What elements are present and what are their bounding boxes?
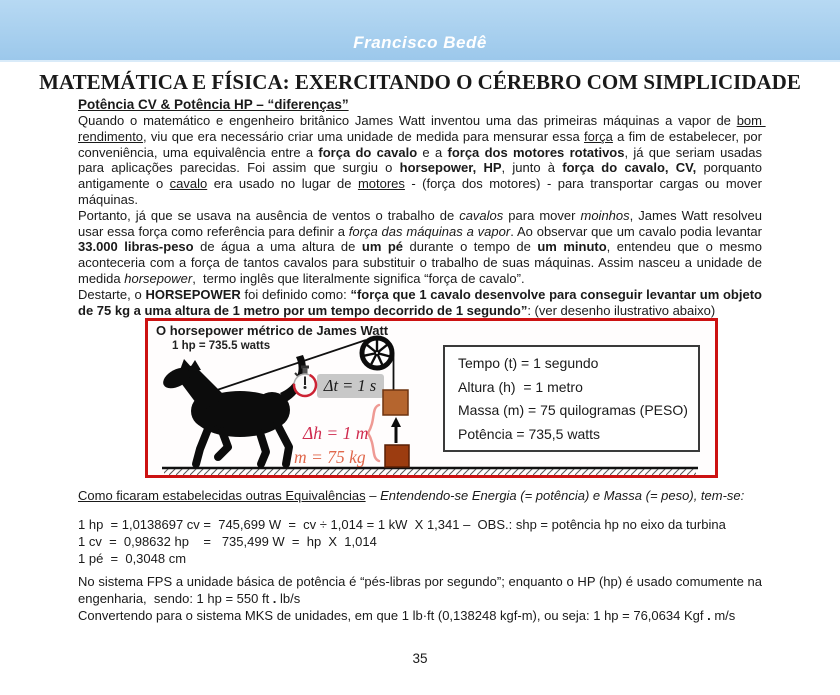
author-name: Francisco Bedê [353, 33, 487, 52]
figure-subtitle: 1 hp = 735.5 watts [172, 340, 271, 353]
header-bar [0, 0, 840, 62]
equivalence-line-pe: 1 pé = 0,3048 cm [78, 551, 187, 567]
delta-t-label: Δt = 1 s [323, 376, 377, 396]
paragraph: Portanto, já que se usava na ausência de ventos o trabalho de cavalos para mover moinhos, James Watt resolveu usar essa força como referência para definir a força das máquinas a vapor. Ao observar que um cavalo podia levantar 33.000 libras-peso de água a uma altura de um pé durante o tempo de um minuto, entendeu que o mesmo aconteceria com a força de tantos cavalos para substituir o trabalho de suas máquinas. Assim nasceu a unidade de medida horsepower, termo inglês que literalmente significa “força de cavalo”. [78, 207, 766, 286]
page-number: 35 [412, 651, 428, 666]
weight-box-lower [385, 445, 409, 467]
mks-paragraph: Convertendo para o sistema MKS de unidades, em que 1 lb·ft (0,138248 kgf-m), ou seja: 1 hp = 76,0634 Kgf . m/s [78, 608, 736, 624]
fps-paragraph: No sistema FPS a unidade básica de potência é “pés-libras por segundo”; enquanto o HP (hp) é usado comumente na engenharia, sendo: 1 hp = 550 ft . lb/s [78, 574, 766, 607]
brace [368, 405, 379, 461]
paragraph: Destarte, o HORSEPOWER foi definido como: “força que 1 cavalo desenvolve para conseguir levantar um objeto de 75 kg a uma altura de 1 metro por um tempo decorrido de 1 segundo”: (ver desenho ilustrativo abaixo) [78, 286, 766, 318]
info-line-massa: Massa (m) = 75 quilogramas (PESO) [458, 402, 688, 419]
fps-notes [78, 573, 766, 624]
ground [162, 468, 698, 475]
main-content [78, 97, 766, 624]
weight-box-upper [383, 390, 408, 415]
info-line-tempo: Tempo (t) = 1 segundo [458, 354, 599, 371]
info-line-altura: Altura (h) = 1 metro [458, 378, 583, 395]
section-heading: Potência CV & Potência HP – “diferenças” [78, 97, 349, 112]
figure-title: O horsepower métrico de James Watt [156, 323, 389, 339]
info-line-potencia: Potência = 735,5 watts [458, 425, 601, 442]
equivalence-line-cv: 1 cv = 0,98632 hp = 735,499 W = hp X 1,014 [78, 534, 377, 550]
horsepower-figure [145, 318, 718, 478]
equivalences-heading: Como ficaram estabelecidas outras Equivalências – Entendendo-se Energia (= potência) e Massa (= peso), tem-se: [78, 488, 745, 504]
page-title: MATEMÁTICA E FÍSICA: EXERCITANDO O CÉREBRO COM SIMPLICIDADE [39, 70, 801, 94]
paragraph: Quando o matemático e engenheiro britânico James Watt inventou uma das primeiras máquinas a vapor de bom rendimento, viu que era necessário criar uma unidade de medida para mensurar essa força a fim de estabelecer, por conveniência, uma equivalência entre a força do cavalo e a força dos motores rotativos, já que seriam usadas para aplicações parecidas. Foi assim que surgiu o horsepower, HP, junto à força do cavalo, CV, porquanto antigamente o cavalo era usado no lugar de motores - (força dos motores) - para transportar cargas ou mover máquinas. [78, 113, 766, 207]
delta-h-label: Δh = 1 m [303, 423, 369, 444]
up-arrow-icon [391, 417, 401, 443]
pulley-wheel-icon [362, 338, 392, 368]
equivalence-line-hp: 1 hp = 1,0138697 cv = 745,699 W = cv ÷ 1,014 = 1 kW X 1,341 – OBS.: shp = potência hp no eixo da turbina [78, 517, 726, 533]
equivalence-lines [78, 516, 762, 567]
body-text [78, 113, 766, 318]
mass-label: m = 75 kg [294, 447, 366, 468]
horse-icon [160, 355, 306, 464]
info-box [443, 345, 700, 452]
